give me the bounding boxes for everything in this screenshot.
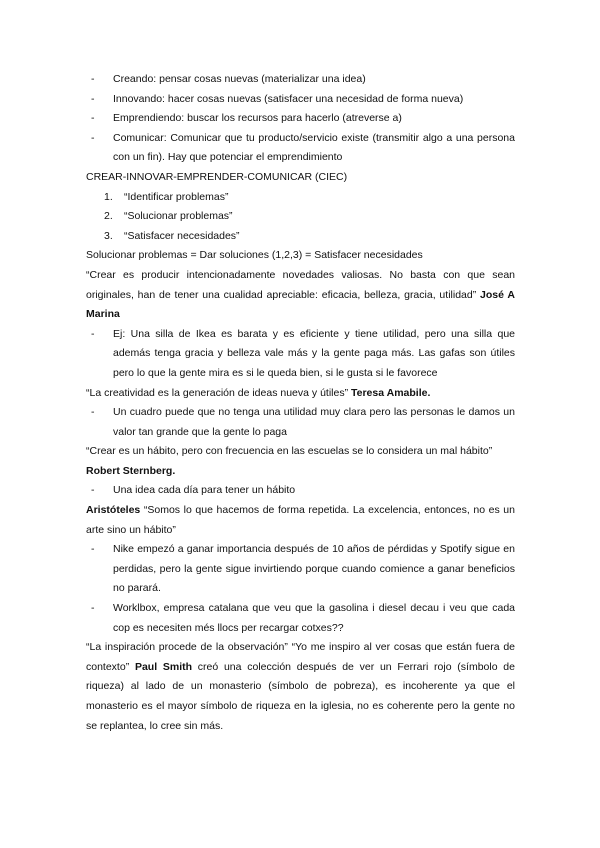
quote-author: Teresa Amabile. (351, 386, 431, 399)
numbered-item (86, 207, 515, 227)
list-item (86, 481, 515, 501)
quote-author: Robert Sternberg. (86, 464, 176, 477)
list-item-text: Innovando: hacer cosas nuevas (satisfacer una necesidad de forma nueva) (113, 92, 464, 105)
quote-text: “Crear es un hábito, pero con frecuencia en las escuelas se lo considera un mal hábito” (86, 445, 493, 458)
list-item (86, 129, 515, 168)
dash-bullet: - (91, 131, 95, 144)
list-item-text: Un cuadro puede que no tenga una utilidad muy clara pero las personas le damos un valor tan grande que la gente lo paga (113, 406, 515, 438)
list-item (86, 403, 515, 442)
numbered-item (86, 227, 515, 247)
ciec-heading: CREAR-INNOVAR-EMPRENDER-COMUNICAR (CIEC) (86, 170, 348, 183)
dash-bullet: - (91, 484, 95, 497)
quote-text: “Somos lo que hacemos de forma repetida. La excelencia, entonces, no es un arte sino un hábito” (86, 504, 515, 536)
dash-bullet: - (91, 602, 95, 615)
list-item-text: Nike empezó a ganar importancia después de 10 años de pérdidas y Spotify sigue en perdidas, pero la gente sigue invirtiendo porque cuando comience a ganar beneficios no parará. (113, 543, 515, 595)
numbered-item-text: “Solucionar problemas” (124, 210, 233, 223)
quote-author: José A Marina (86, 288, 515, 321)
list-item (86, 540, 515, 599)
list-item (86, 599, 515, 638)
quote-author: Aristóteles (86, 504, 141, 517)
dash-bullet: - (91, 92, 95, 105)
list-item-text: Worklbox, empresa catalana que veu que la gasolina i diesel decau i veu que cada cop es necesiten més llocs per recargar cotxes?? (113, 602, 515, 634)
list-item-text: Una idea cada día para tener un hábito (113, 484, 296, 497)
list-item-text: Comunicar: Comunicar que tu producto/servicio existe (transmitir algo a una persona con un fin). Hay que potenciar el emprendimiento (113, 131, 515, 164)
list-item (86, 109, 515, 129)
number-marker: 3. (104, 229, 113, 242)
list-item-text: Emprendiendo: buscar los recursos para hacerlo (atreverse a) (113, 112, 402, 125)
dash-bullet: - (91, 543, 95, 556)
solucionar-line: Solucionar problemas = Dar soluciones (1,2,3) = Satisfacer necesidades (86, 249, 423, 262)
numbered-item (86, 188, 515, 208)
number-marker: 1. (104, 190, 113, 203)
list-item-text: Ej: Una silla de Ikea es barata y es eficiente y tiene utilidad, pero una silla que además tenga gracia y belleza vale más y la gente paga más. Las gafas son útiles pero lo que la gente mira es si le queda bien, si le gusta si le favorece (113, 327, 515, 379)
document-content (86, 70, 515, 736)
numbered-item-text: “Identificar problemas” (124, 190, 229, 203)
quote-text: “Crear es producir intencionadamente novedades valiosas. No basta con que sean originales, han de tener una cualidad apreciable: eficacia, belleza, gracia, utilidad” (86, 268, 515, 301)
quote-amabile (86, 384, 515, 404)
list-item-text: Creando: pensar cosas nuevas (materializar una idea) (113, 73, 366, 85)
final-paragraph (86, 638, 515, 736)
number-marker: 2. (104, 210, 113, 223)
quote-aristoteles (86, 501, 515, 540)
dash-bullet: - (91, 406, 95, 419)
numbered-item-text: “Satisfacer necesidades” (124, 229, 240, 242)
paragraph-text-before: “La inspiración procede de la observación” “Yo me inspiro al ver cosas que están fuera de contexto” (86, 641, 515, 673)
dash-bullet: - (91, 327, 95, 340)
list-item (86, 325, 515, 384)
quote-text: “La creatividad es la generación de ideas nueva y útiles” (86, 386, 349, 399)
list-item (86, 70, 515, 90)
quote-sternberg (86, 442, 515, 481)
list-item (86, 90, 515, 110)
dash-bullet: - (91, 73, 95, 85)
dash-bullet: - (91, 112, 95, 125)
quote-marina (86, 266, 515, 325)
paragraph-text-after: creó una colección después de ver un Ferrari rojo (símbolo de riqueza) al lado de un monasterio (símbolo de pobreza), es incoherente ya que el monasterio es el mayor símbolo de riqueza en la iglesia, no es coherente pero la gente no se replantea, lo cree sin más. (86, 660, 515, 732)
paragraph-author: Paul Smith (134, 660, 193, 673)
